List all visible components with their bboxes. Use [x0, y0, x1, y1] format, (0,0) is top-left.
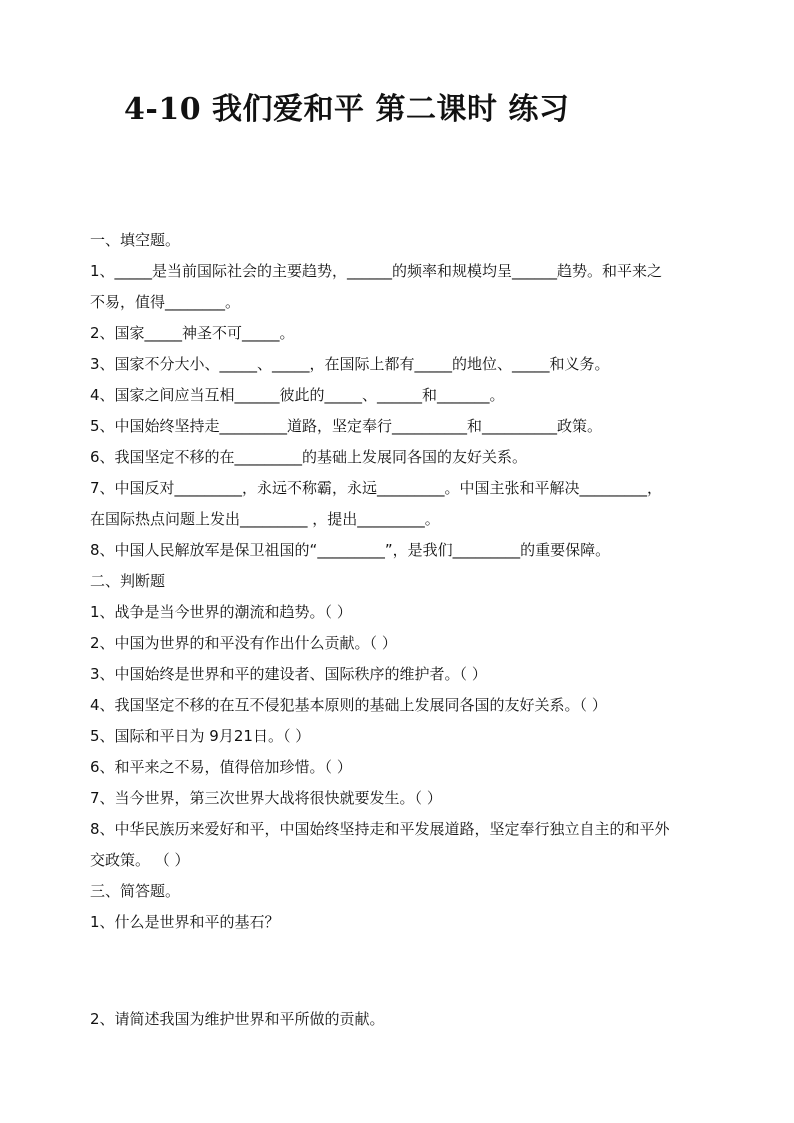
true-false-line: 2、中国为世界的和平没有作出什么贡献。（ ） [90, 634, 397, 652]
true-false-line: 4、我国坚定不移的在互不侵犯基本原则的基础上发展同各国的友好关系。（ ） [90, 696, 607, 714]
fill-blank-line: 不易，值得________。 [90, 293, 241, 311]
true-false-line: 8、中华民族历来爱好和平，中国始终坚持走和平发展道路，坚定奉行独立自主的和平外 [90, 820, 670, 838]
short-answer-question-1: 1、什么是世界和平的基石？ [90, 913, 280, 931]
fill-blank-line: 2、国家_____神圣不可_____。 [90, 324, 295, 342]
fill-blank-line: 在国际热点问题上发出_________ ，提出_________。 [90, 510, 440, 528]
fill-blank-line: 6、我国坚定不移的在_________的基础上发展同各国的友好关系。 [90, 448, 528, 466]
section-heading-true-false: 二、判断题 [90, 572, 166, 590]
short-answer-question-2: 2、请简述我国为维护世界和平所做的贡献。 [90, 1010, 385, 1028]
fill-blank-line: 1、_____是当前国际社会的主要趋势，______的频率和规模均呈______趋势。和平来之 [90, 262, 663, 280]
fill-blank-line: 5、中国始终坚持走_________道路，坚定奉行__________和__________政策。 [90, 417, 603, 435]
true-false-line: 3、中国始终是世界和平的建设者、国际秩序的维护者。（ ） [90, 665, 487, 683]
fill-blank-line: 8、中国人民解放军是保卫祖国的“_________”，是我们_________的重要保障。 [90, 541, 611, 559]
section-heading-short-answer: 三、简答题。 [90, 882, 181, 900]
true-false-line: 交政策。 （ ） [90, 851, 190, 869]
true-false-line: 1、战争是当今世界的潮流和趋势。（ ） [90, 603, 352, 621]
page-title: 4-10 我们爱和平 第二课时 练习 [124, 92, 570, 127]
true-false-line: 5、国际和平日为 9月21日。（ ） [90, 727, 311, 745]
fill-blank-line: 3、国家不分大小、_____、_____，在国际上都有_____的地位、_____和义务。 [90, 355, 610, 373]
fill-blank-line: 7、中国反对_________，永远不称霸，永远_________。中国主张和平解决_________， [90, 479, 663, 497]
section-heading-fill-blank: 一、填空题。 [90, 231, 181, 249]
fill-blank-line: 4、国家之间应当互相______彼此的_____、______和_______。 [90, 386, 505, 404]
true-false-line: 7、当今世界，第三次世界大战将很快就要发生。（ ） [90, 789, 442, 807]
true-false-line: 6、和平来之不易，值得倍加珍惜。（ ） [90, 758, 352, 776]
